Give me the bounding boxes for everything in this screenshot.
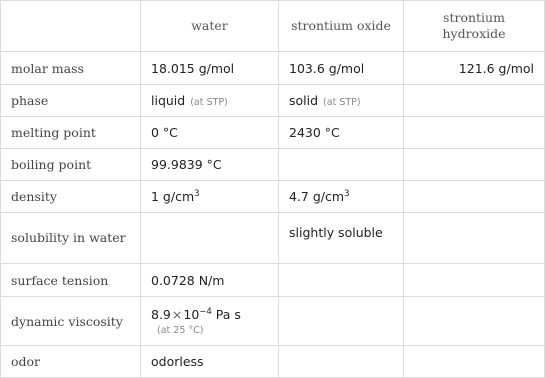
strontium-hydroxide-density [404,181,545,213]
property-label: solubility in water [1,213,141,264]
water-density-exponent: 3 [194,188,200,199]
header-row [1,1,545,52]
property-label: odor [1,346,141,378]
row-dynamic-viscosity [1,297,545,346]
strontium-hydroxide-odor [404,346,545,378]
strontium-hydroxide-surface-tension [404,264,545,297]
water-melting-point: 0 °C [141,117,279,149]
water-density [141,181,279,213]
header-corner-cell [1,1,141,52]
property-label: density [1,181,141,213]
strontium-oxide-phase-value: solid [289,93,319,108]
water-surface-tension: 0.0728 N/m [141,264,279,297]
water-phase-note: (at STP) [190,97,228,108]
strontium-oxide-boiling-point [279,149,404,181]
row-surface-tension [1,264,545,297]
property-label: dynamic viscosity [1,297,141,346]
strontium-hydroxide-boiling-point [404,149,545,181]
water-molar-mass: 18.015 g/mol [141,52,279,85]
viscosity-unit: Pa s [211,306,241,322]
property-label: phase [1,85,141,117]
header-water: water [141,1,279,52]
strontium-hydroxide-phase [404,85,545,117]
strontium-oxide-melting-point: 2430 °C [279,117,404,149]
strontium-oxide-density-value: 4.7 g/cm [289,189,345,204]
property-label: boiling point [1,149,141,181]
water-phase [141,85,279,117]
strontium-oxide-molar-mass: 103.6 g/mol [279,52,404,85]
strontium-oxide-phase [279,85,404,117]
viscosity-exponent: −4 [199,306,212,317]
strontium-oxide-density [279,181,404,213]
water-solubility [141,213,279,264]
viscosity-note: (at 25 °C) [157,324,204,336]
strontium-oxide-dynamic-viscosity [279,297,404,346]
viscosity-mantissa: 8.9 [151,306,171,322]
row-molar-mass [1,52,545,85]
header-strontium-oxide: strontium oxide [279,1,404,52]
row-odor [1,346,545,378]
row-density [1,181,545,213]
row-solubility [1,213,545,264]
strontium-oxide-solubility: slightly soluble [279,213,404,264]
water-dynamic-viscosity [141,297,279,346]
strontium-oxide-density-exponent: 3 [344,188,350,199]
multiply-sign: × [171,306,183,322]
viscosity-base: 10 [183,306,200,322]
row-boiling-point [1,149,545,181]
strontium-oxide-surface-tension [279,264,404,297]
row-phase [1,85,545,117]
water-density-value: 1 g/cm [151,189,195,204]
row-melting-point [1,117,545,149]
header-strontium-hydroxide: strontium hydroxide [404,1,545,52]
property-label: surface tension [1,264,141,297]
strontium-hydroxide-molar-mass: 121.6 g/mol [404,52,545,85]
water-phase-value: liquid [151,93,186,108]
property-label: melting point [1,117,141,149]
strontium-oxide-odor [279,346,404,378]
strontium-hydroxide-solubility [404,213,545,264]
property-label: molar mass [1,52,141,85]
strontium-hydroxide-dynamic-viscosity [404,297,545,346]
strontium-oxide-phase-note: (at STP) [323,97,361,108]
water-boiling-point: 99.9839 °C [141,149,279,181]
water-odor: odorless [141,346,279,378]
strontium-hydroxide-melting-point [404,117,545,149]
